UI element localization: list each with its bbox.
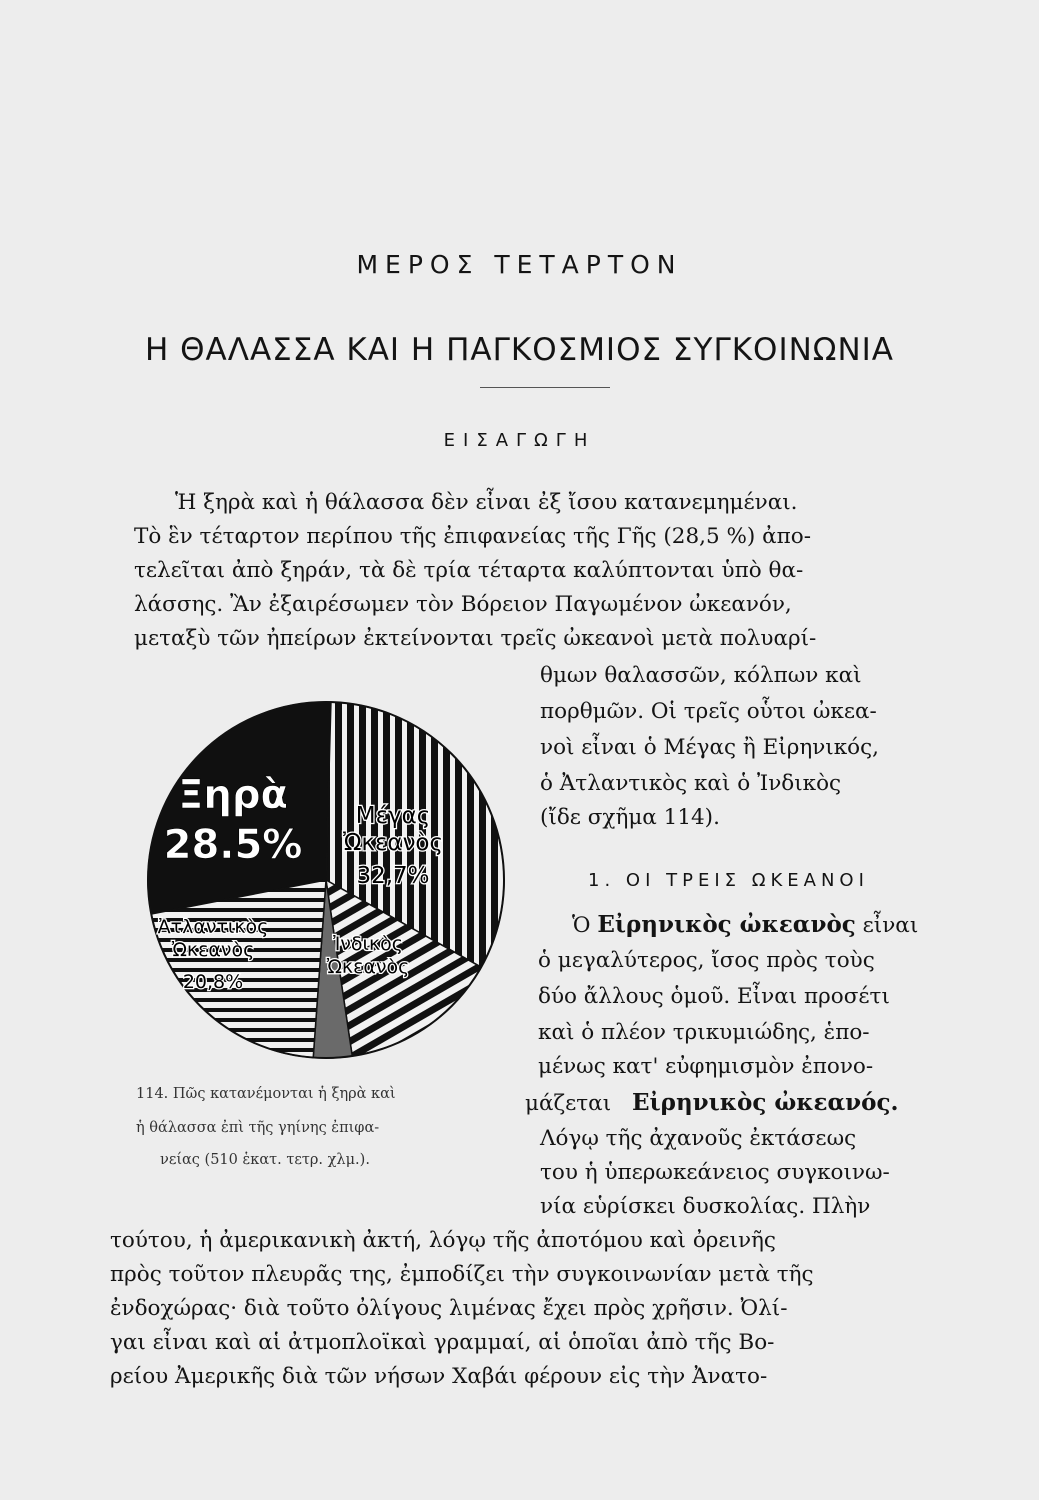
pie-slice-label: Ὠκεανὸς bbox=[171, 939, 255, 961]
text-run: Ὁ bbox=[572, 913, 591, 938]
text-line: ἐνδοχώρας· διὰ τοῦτο ὀλίγους λιμένας ἔχει πρὸς χρῆσιν. Ὀλί- bbox=[110, 1296, 788, 1321]
section-heading: 1. ΟΙ ΤΡΕΙΣ ΩΚΕΑΝΟΙ bbox=[588, 870, 869, 891]
text-line: ὁ μεγαλύτερος, ἴσος πρὸς τοὺς bbox=[538, 948, 875, 973]
text-line: πρὸς τοῦτον πλευρᾶς της, ἐμποδίζει τὴν συγκοινωνίαν μετὰ τῆς bbox=[110, 1262, 814, 1287]
pie-slice-label: Μέγας bbox=[355, 803, 431, 829]
pie-slice-value: 32,7% bbox=[356, 863, 430, 889]
pie-slice-label: Ὠκεανὸς bbox=[342, 830, 444, 856]
text-line: μεταξὺ τῶν ἠπείρων ἐκτείνονται τρεῖς ὠκεανοὶ μετὰ πολυαρί- bbox=[134, 626, 817, 651]
chapter-title: Η ΘΑΛΑΣΣΑ ΚΑΙ Η ΠΑΓΚΟΣΜΙΟΣ ΣΥΓΚΟΙΝΩΝΙΑ bbox=[144, 332, 895, 368]
pie-slice-label: Ξηρὰ bbox=[178, 772, 288, 818]
text-line: δύο ἄλλους ὁμοῦ. Εἶναι προσέτι bbox=[538, 984, 890, 1009]
text-line: τελεῖται ἀπὸ ξηράν, τὰ δὲ τρία τέταρτα καλύπτονται ὑπὸ θα- bbox=[134, 558, 804, 583]
text-line: ὁ Ἀτλαντικὸς καὶ ὁ Ἰνδικὸς bbox=[540, 771, 842, 796]
pie-slice-value: 20,8% bbox=[182, 971, 244, 993]
pie-slice-value: 28.5% bbox=[163, 822, 303, 868]
bold-term: Εἰρηνικὸς ὠκεανὸς bbox=[597, 911, 856, 938]
text-line: Τὸ ἓν τέταρτον περίπου τῆς ἐπιφανείας τῆς Γῆς (28,5 %) ἀπο- bbox=[134, 524, 811, 549]
pie-slice-label: Ἀτλαντικὸς bbox=[157, 916, 269, 938]
text-line: πορθμῶν. Οἱ τρεῖς οὗτοι ὠκεα- bbox=[540, 699, 877, 724]
text-line: θμων θαλασσῶν, κόλπων καὶ bbox=[540, 663, 862, 688]
text-line: γαι εἶναι καὶ αἱ ἀτμοπλοϊκαὶ γραμμαί, αἱ ὁποῖαι ἀπὸ τῆς Βο- bbox=[110, 1330, 775, 1355]
text-line bbox=[572, 910, 918, 941]
text-line: λάσσης. Ἂν ἐξαιρέσωμεν τὸν Βόρειον Παγωμένον ὠκεανόν, bbox=[134, 592, 792, 617]
text-line: νοὶ εἶναι ὁ Μέγας ἢ Εἰρηνικός, bbox=[540, 735, 879, 760]
figure-caption-line: 114. Πῶς κατανέμονται ἡ ξηρὰ καὶ bbox=[136, 1086, 396, 1102]
part-heading: ΜΕΡΟΣ ΤΕΤΑΡΤΟΝ bbox=[356, 250, 683, 279]
text-line: Λόγῳ τῆς ἀχανοῦς ἐκτάσεως bbox=[540, 1126, 857, 1151]
text-line: νία εὑρίσκει δυσκολίας. Πλὴν bbox=[540, 1194, 871, 1219]
text-line: τούτου, ἡ ἀμερικανικὴ ἀκτή, λόγῳ τῆς ἀποτόμου καὶ ὀρεινῆς bbox=[110, 1228, 776, 1253]
text-line: Ἡ ξηρὰ καὶ ἡ θάλασσα δὲν εἶναι ἐξ ἴσου κατανεμημέναι. bbox=[175, 490, 798, 515]
bold-term: Εἰρηνικὸς ὠκεανός. bbox=[631, 1089, 899, 1116]
title-divider bbox=[480, 387, 610, 388]
text-line: καὶ ὁ πλέον τρικυμιώδης, ἑπο- bbox=[538, 1020, 870, 1045]
text-line: του ἡ ὑπερωκεάνειος συγκοινω- bbox=[540, 1160, 890, 1185]
text-run: εἶναι bbox=[862, 913, 919, 938]
text-run: μάζεται bbox=[525, 1091, 612, 1116]
pie-slice-label: Ὠκεανὸς bbox=[326, 956, 410, 978]
text-line: μένως κατ' εὐφημισμὸν ἐπονο- bbox=[538, 1054, 874, 1079]
text-line: ρείου Ἀμερικῆς διὰ τῶν νήσων Χαβάι φέρουν εἰς τὴν Ἀνατο- bbox=[110, 1364, 768, 1389]
text-line bbox=[525, 1088, 898, 1119]
figure-caption-line: νείας (510 ἑκατ. τετρ. χλμ.). bbox=[160, 1152, 370, 1168]
figure-caption-line: ἡ θάλασσα ἐπὶ τῆς γηίνης ἐπιφα- bbox=[136, 1120, 380, 1136]
intro-heading: ΕΙΣΑΓΩΓΗ bbox=[443, 430, 596, 451]
pie-slice-label: Ἰνδικὸς bbox=[333, 933, 403, 955]
land-sea-pie-chart bbox=[143, 688, 513, 1073]
text-line: (ἴδε σχῆμα 114). bbox=[540, 805, 720, 830]
